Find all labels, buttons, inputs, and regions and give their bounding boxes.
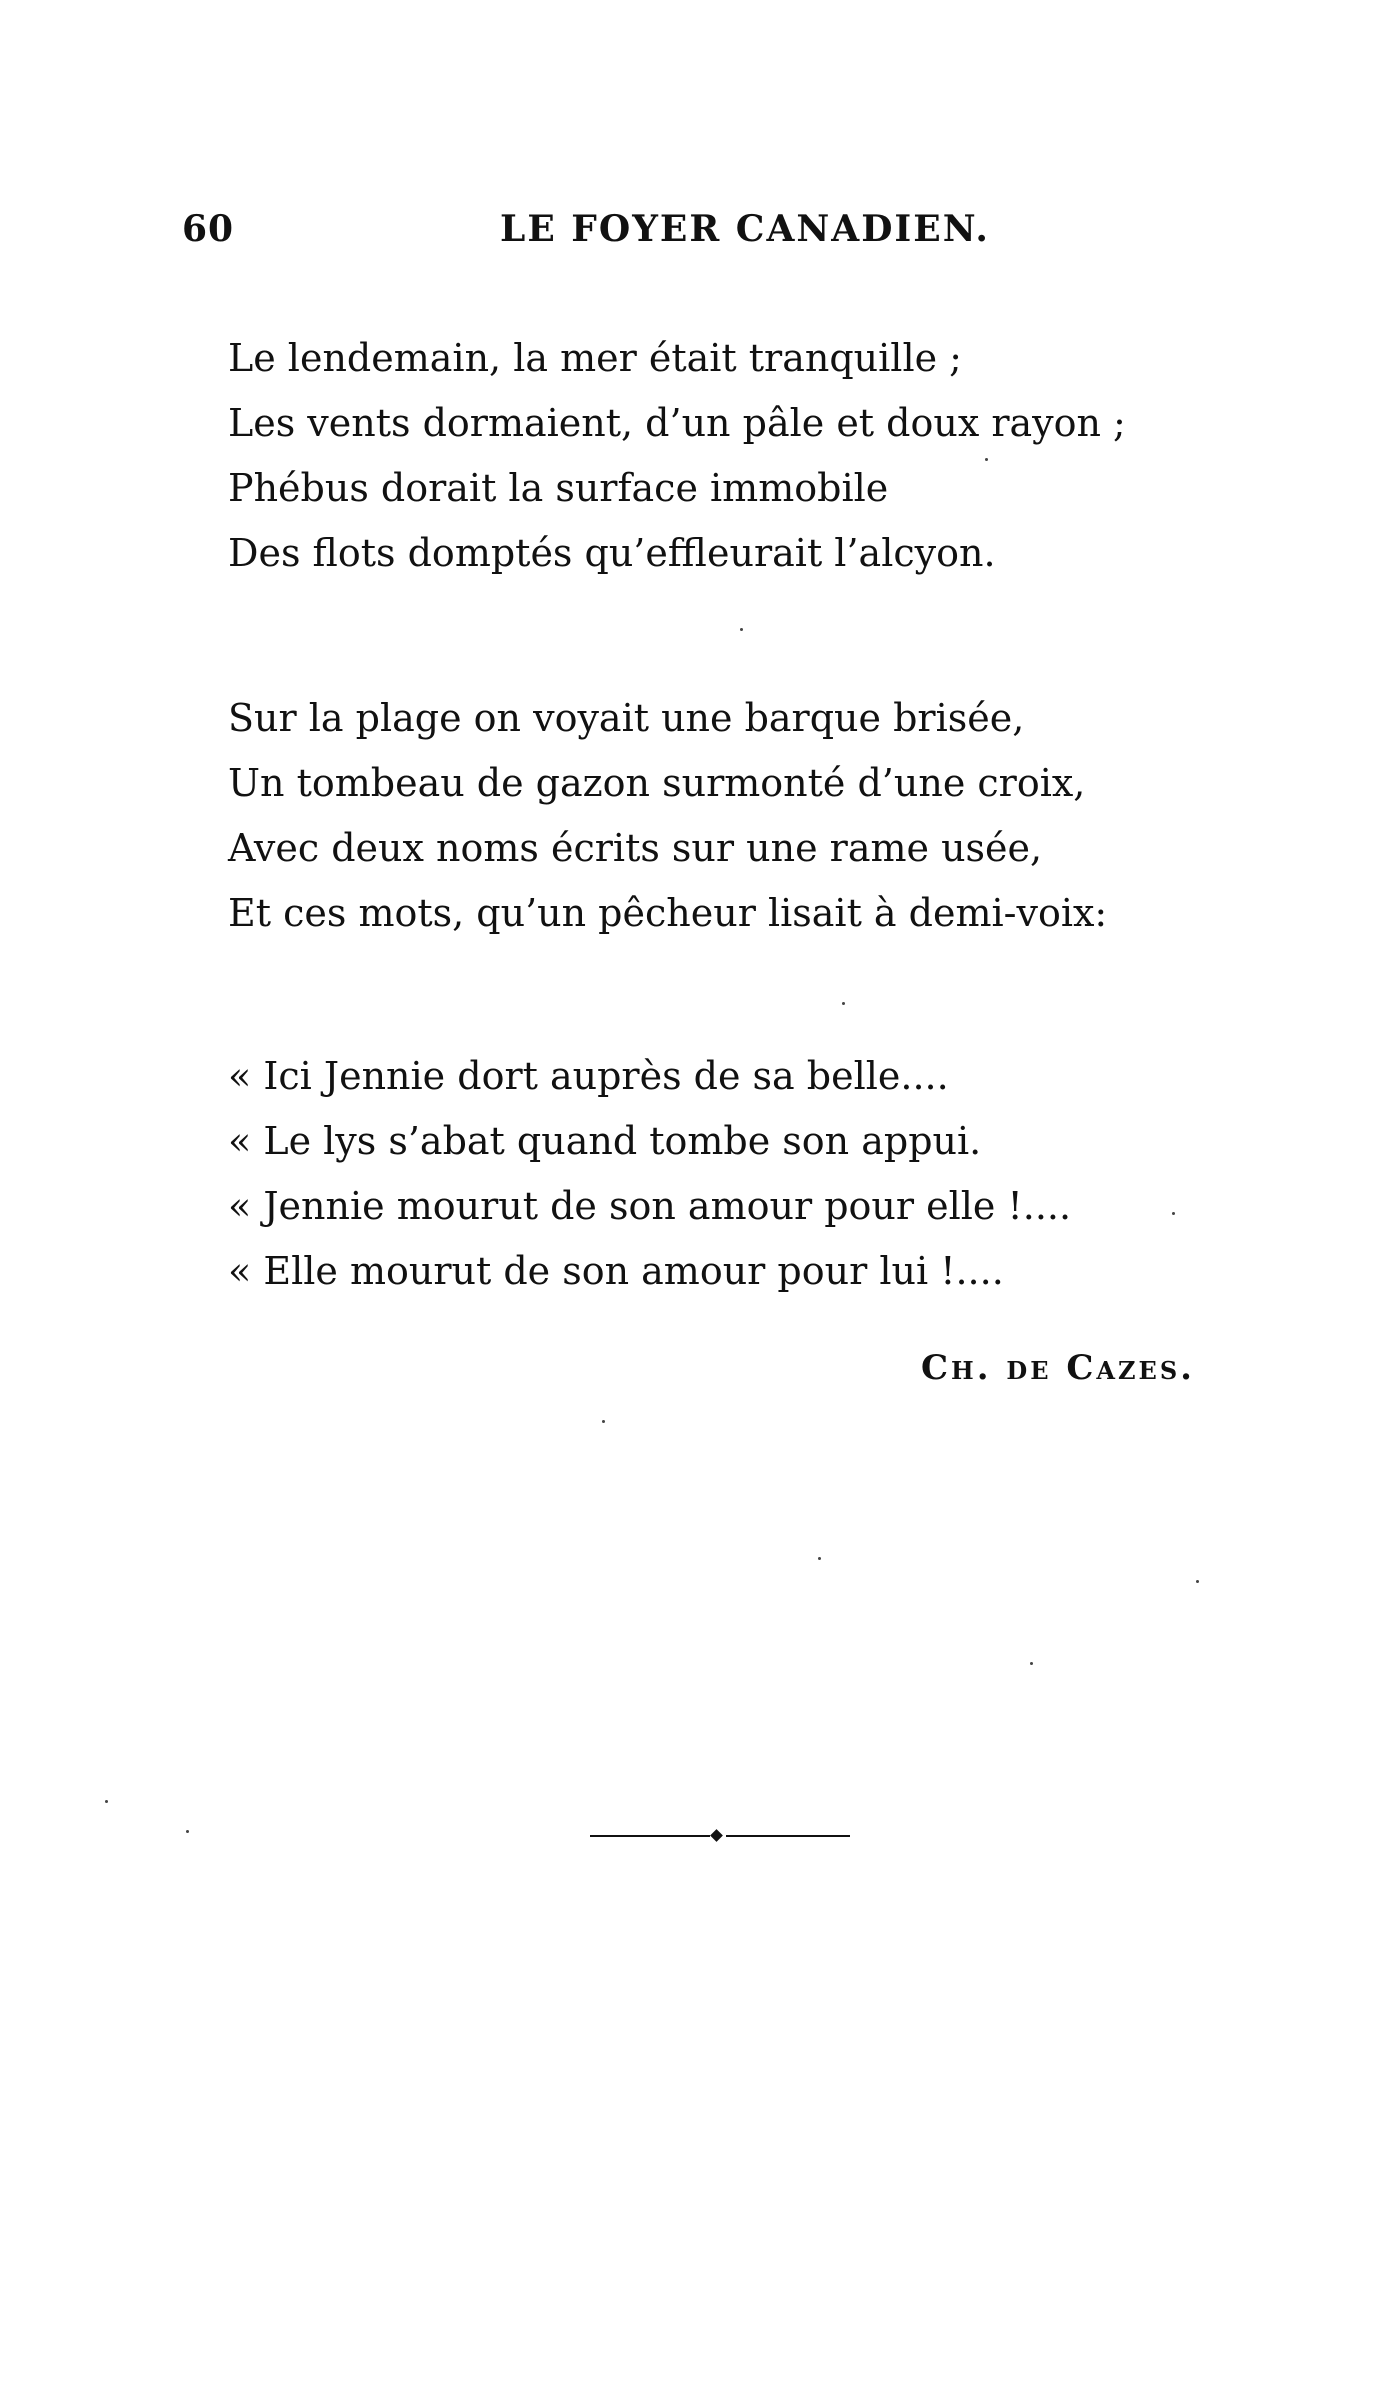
verse-line: Les vents dormaient, d’un pâle et doux rayon ; xyxy=(228,401,1126,445)
poem-stanza xyxy=(228,326,1126,586)
print-speck xyxy=(186,1830,189,1833)
running-title: LE FOYER CANADIEN. xyxy=(500,208,990,250)
poem-stanza xyxy=(228,686,1107,946)
print-speck xyxy=(105,1800,108,1803)
verse-line: « Jennie mourut de son amour pour elle !.... xyxy=(228,1184,1072,1228)
print-speck xyxy=(1172,1212,1175,1215)
author-signature: Ch. de Cazes. xyxy=(920,1348,1195,1388)
verse-line: « Elle mourut de son amour pour lui !.... xyxy=(228,1249,1004,1293)
diamond-icon xyxy=(710,1829,723,1842)
ornament-rule xyxy=(726,1835,850,1837)
print-speck xyxy=(818,1557,821,1560)
verse-line: Phébus dorait la surface immobile xyxy=(228,466,889,510)
print-speck xyxy=(985,458,988,461)
verse-line: Un tombeau de gazon surmonté d’une croix, xyxy=(228,761,1086,805)
print-speck xyxy=(740,628,743,631)
verse-line: Le lendemain, la mer était tranquille ; xyxy=(228,336,962,380)
verse-line: Sur la plage on voyait une barque brisée, xyxy=(228,696,1025,740)
page-number: 60 xyxy=(182,208,235,250)
ornament-rule xyxy=(590,1835,710,1837)
end-ornament xyxy=(590,1830,850,1842)
verse-line: « Le lys s’abat quand tombe son appui. xyxy=(228,1119,982,1163)
print-speck xyxy=(842,1002,845,1005)
verse-line: Avec deux noms écrits sur une rame usée, xyxy=(228,826,1043,870)
verse-line: « Ici Jennie dort auprès de sa belle.... xyxy=(228,1054,949,1098)
verse-line: Et ces mots, qu’un pêcheur lisait à demi-voix: xyxy=(228,891,1108,935)
print-speck xyxy=(1030,1662,1033,1665)
print-speck xyxy=(1196,1580,1199,1583)
print-speck xyxy=(602,1420,605,1423)
poem-stanza xyxy=(228,1044,1071,1304)
verse-line: Des flots domptés qu’effleurait l’alcyon. xyxy=(228,531,996,575)
